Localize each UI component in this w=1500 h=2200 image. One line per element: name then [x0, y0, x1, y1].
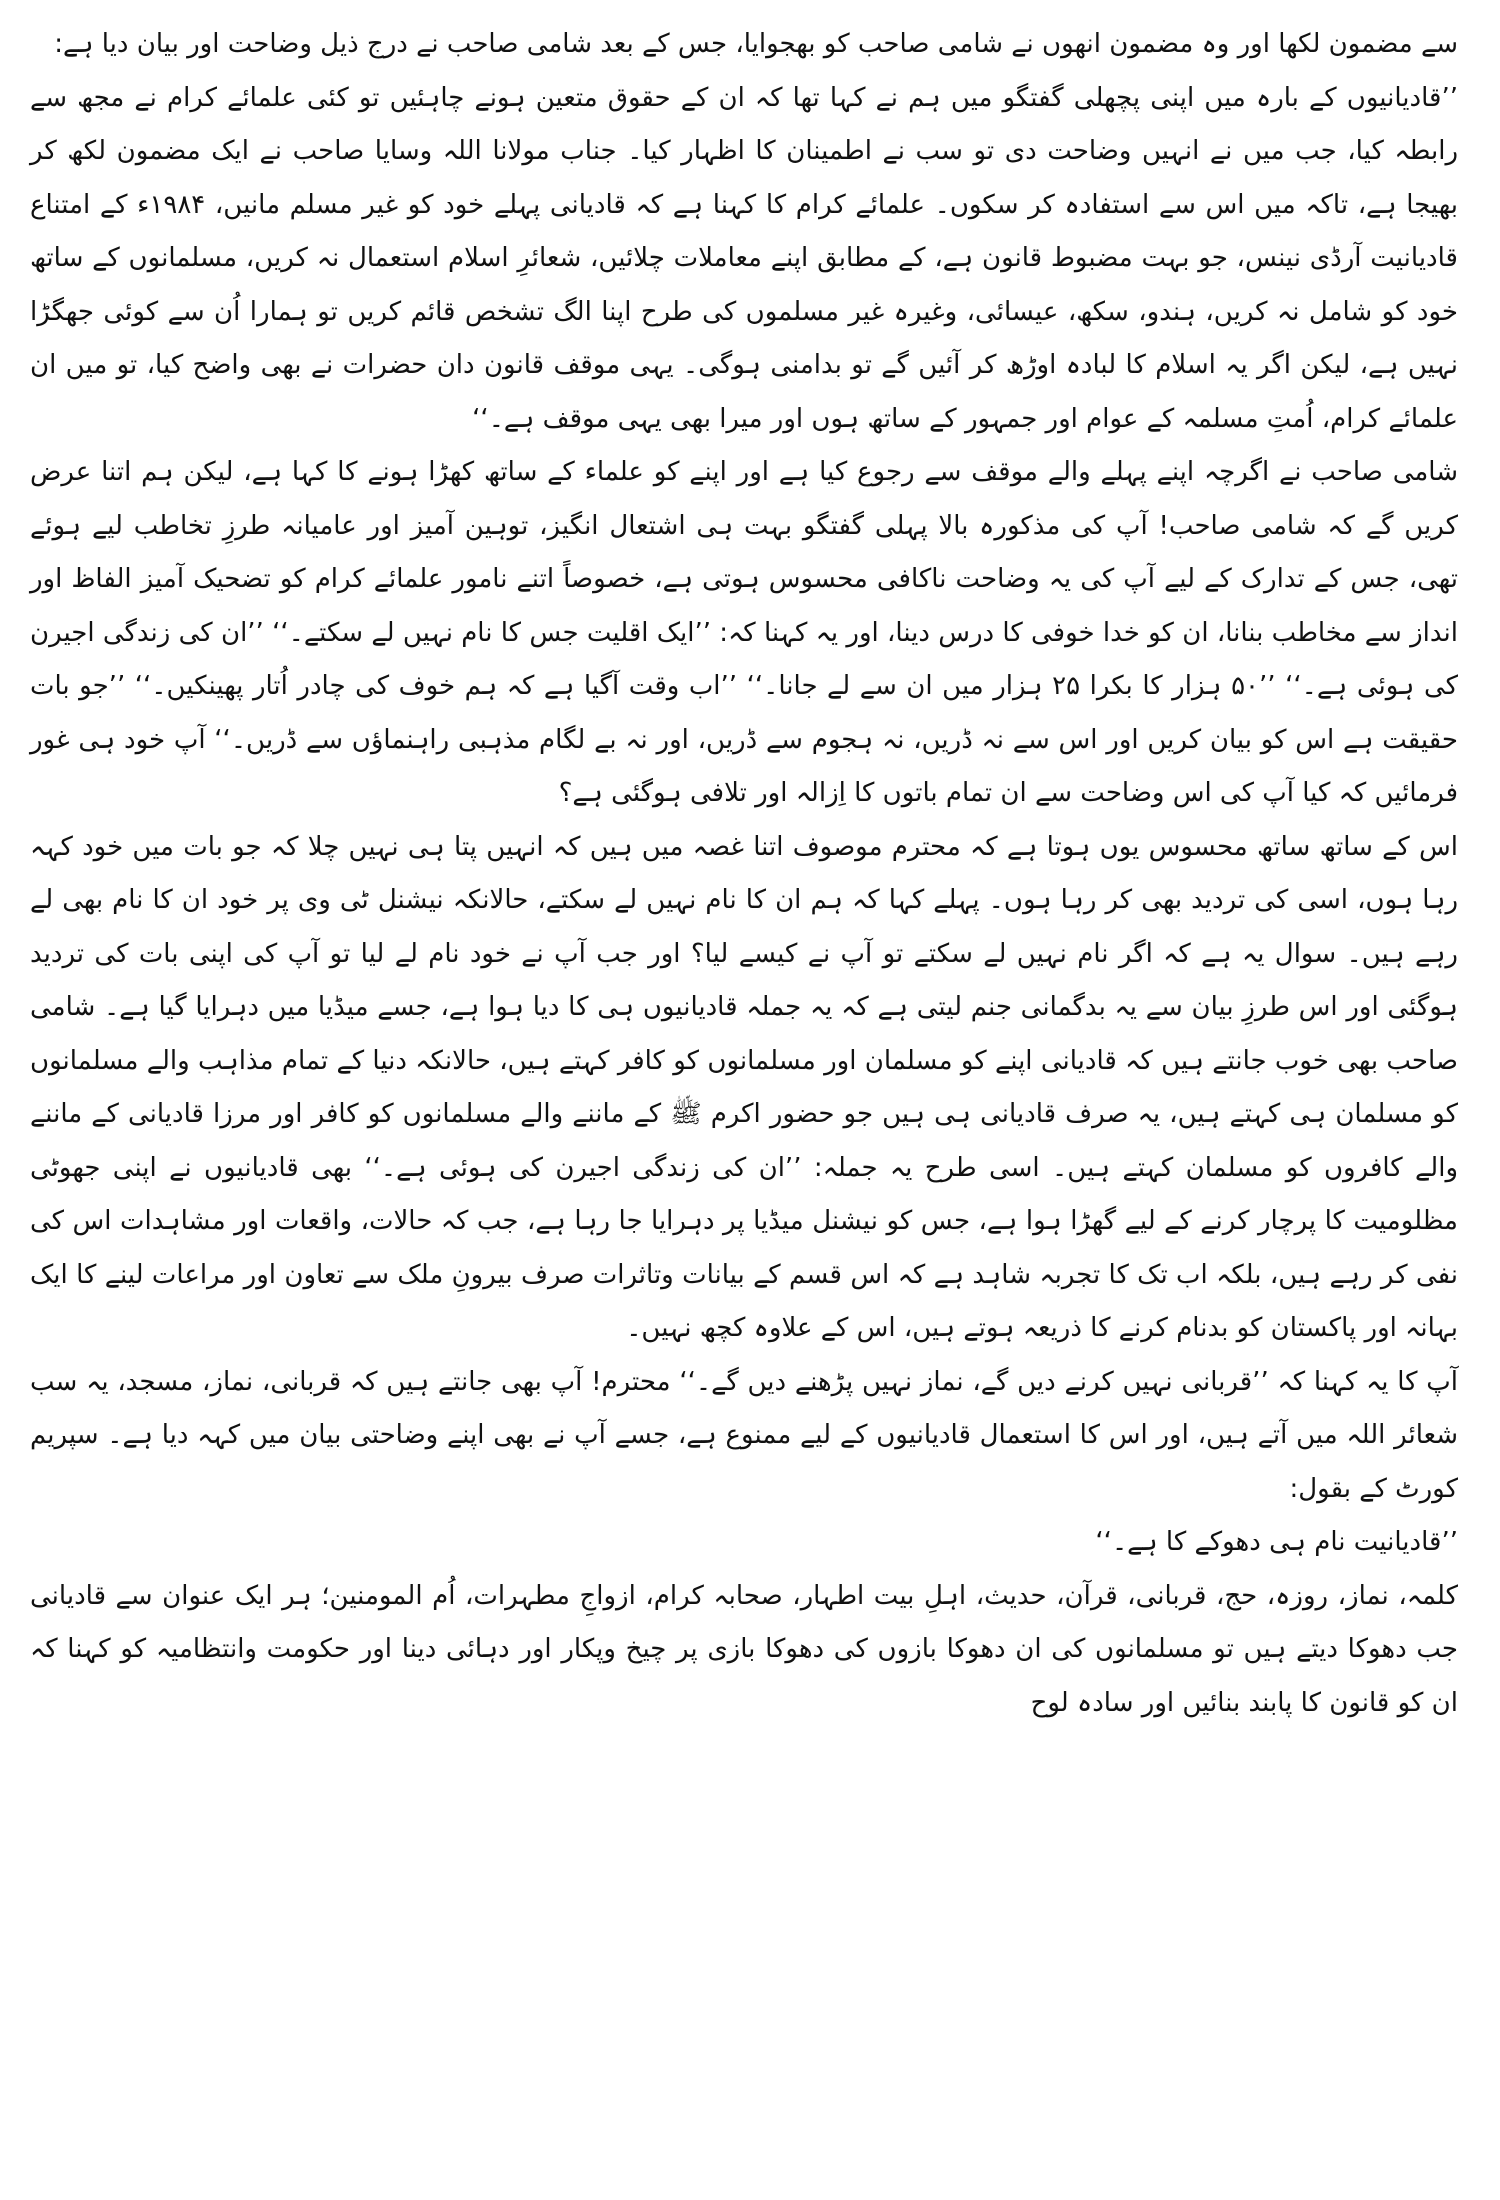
supreme-court-quote: ’’قادیانیت نام ہی دھوکے کا ہے۔‘‘ [1095, 1527, 1458, 1557]
closing-paragraph: کلمہ، نماز، روزہ، حج، قربانی، قرآن، حدیث، اہلِ بیت اطہار، صحابہ کرام، ازواجِ مطہرات، اُم المومنین؛ ہر ایک عنوان سے قادیانی جب دھوکا دیتے ہیں تو مسلمانوں کی ان دھوکا بازوں کی دھوکا بازی پر چیخ وپکار اور دہائی دینا اور حکومت وانتظامیہ کو کہنا کہ ان کو قانون کا پابند بنائیں اور سادہ لوح [30, 1580, 1458, 1718]
opening-paragraph: سے مضمون لکھا اور وہ مضمون انھوں نے شامی صاحب کو بھجوایا، جس کے بعد شامی صاحب نے درج ذیل وضاحت اور بیان دیا ہے: [54, 29, 1458, 59]
response-paragraph-1: شامی صاحب نے اگرچہ اپنے پہلے والے موقف سے رجوع کیا ہے اور اپنے کو علماء کے ساتھ کھڑا ہونے کا کہا ہے، لیکن ہم اتنا عرض کریں گے کہ شامی صاحب! آپ کی مذکورہ بالا پہلی گفتگو بہت ہی اشتعال انگیز، توہین آمیز اور عامیانہ طرزِ تخاطب لیے ہوئے تھی، جس کے تدارک کے لیے آپ کی یہ وضاحت ناکافی محسوس ہوتی ہے، خصوصاً اتنے نامور علمائے کرام کو تضحیک آمیز الفاظ اور انداز سے مخاطب بنانا، ان کو خدا خوفی کا درس دینا، اور یہ کہنا کہ: ’’ایک اقلیت جس کا نام نہیں لے سکتے۔‘‘ ’’ان کی زندگی اجیرن کی ہوئی ہے۔‘‘ ’’۵۰ ہزار کا بکرا ۲۵ ہزار میں ان سے لے جانا۔‘‘ ’’اب وقت آگیا ہے کہ ہم خوف کی چادر اُتار پھینکیں۔‘‘ ’’جو بات حقیقت ہے اس کو بیان کریں اور اس سے نہ ڈریں، نہ ہجوم سے ڈریں، اور نہ بے لگام مذہبی راہنماؤں سے ڈریں۔‘‘ آپ خود ہی غور فرمائیں کہ کیا آپ کی اس وضاحت سے ان تمام باتوں کا اِزالہ اور تلافی ہوگئی ہے؟ [30, 457, 1458, 808]
response-paragraph-3: آپ کا یہ کہنا کہ ’’قربانی نہیں کرنے دیں گے، نماز نہیں پڑھنے دیں گے۔‘‘ محترم! آپ بھی جانتے ہیں کہ قربانی، نماز، مسجد، یہ سب شعائر اللہ میں آتے ہیں، اور اس کا استعمال قادیانیوں کے لیے ممنوع ہے، جسے آپ نے بھی اپنے وضاحتی بیان میں کہہ دیا ہے۔ سپریم کورٹ کے بقول: [30, 1366, 1458, 1504]
shami-statement-quote: ’’قادیانیوں کے بارہ میں اپنی پچھلی گفتگو میں ہم نے کہا تھا کہ ان کے حقوق متعین ہونے چاہئیں تو کئی علمائے کرام نے مجھ سے رابطہ کیا، جب میں نے انہیں وضاحت دی تو سب نے اطمینان کا اظہار کیا۔ جناب مولانا اللہ وسایا صاحب نے ایک مضمون لکھ کر بھیجا ہے، تاکہ میں اس سے استفادہ کر سکوں۔ علمائے کرام کا کہنا ہے کہ قادیانی پہلے خود کو غیر مسلم مانیں، ۱۹۸۴ء کے امتناع قادیانیت آرڈی نینس، جو بہت مضبوط قانون ہے، کے مطابق اپنے معاملات چلائیں، شعائرِ اسلام استعمال نہ کریں، مسلمانوں کے ساتھ خود کو شامل نہ کریں، ہندو، سکھ، عیسائی، وغیرہ غیر مسلموں کی طرح اپنا الگ تشخص قائم کریں تو ہمارا اُن سے کوئی جھگڑا نہیں ہے، لیکن اگر یہ اسلام کا لبادہ اوڑھ کر آئیں گے تو بدامنی ہوگی۔ یہی موقف قانون دان حضرات نے بھی واضح کیا، تو میں ان علمائے کرام، اُمتِ مسلمہ کے عوام اور جمہور کے ساتھ ہوں اور میرا بھی یہی موقف ہے۔‘‘ [30, 82, 1458, 434]
response-paragraph-2: اس کے ساتھ ساتھ محسوس یوں ہوتا ہے کہ محترم موصوف اتنا غصہ میں ہیں کہ انہیں پتا ہی نہیں چلا کہ جو بات میں خود کہہ رہا ہوں، اسی کی تردید بھی کر رہا ہوں۔ پہلے کہا کہ ہم ان کا نام نہیں لے سکتے، حالانکہ نیشنل ٹی وی پر خود ان کا نام بھی لے رہے ہیں۔ سوال یہ ہے کہ اگر نام نہیں لے سکتے تو آپ نے کیسے لیا؟ اور جب آپ نے خود نام لے لیا تو آپ کی اپنی بات کی تردید ہوگئی اور اس طرزِ بیان سے یہ بدگمانی جنم لیتی ہے کہ یہ جملہ قادیانیوں ہی کا دیا ہوا ہے، جسے میڈیا میں دہرایا گیا ہے۔ شامی صاحب بھی خوب جانتے ہیں کہ قادیانی اپنے کو مسلمان اور مسلمانوں کو کافر کہتے ہیں، حالانکہ دنیا کے تمام مذاہب والے مسلمانوں کو مسلمان ہی کہتے ہیں، یہ صرف قادیانی ہی ہیں جو حضور اکرم ﷺ کے ماننے والے مسلمانوں کو کافر اور مرزا قادیانی کے ماننے والے کافروں کو مسلمان کہتے ہیں۔ اسی طرح یہ جملہ: ’’ان کی زندگی اجیرن کی ہوئی ہے۔‘‘ بھی قادیانیوں نے اپنی جھوٹی مظلومیت کا پرچار کرنے کے لیے گھڑا ہوا ہے، جس کو نیشنل میڈیا پر دہرایا جا رہا ہے، جب کہ حالات، واقعات اور مشاہدات اس کی نفی کر رہے ہیں، بلکہ اب تک کا تجربہ شاہد ہے کہ اس قسم کے بیانات وتاثرات صرف بیرونِ ملک سے تعاون اور مراعات لینے کا ایک بہانہ اور پاکستان کو بدنام کرنے کا ذریعہ ہوتے ہیں، اس کے علاوہ کچھ نہیں۔ [30, 831, 1458, 1343]
article-body [30, 18, 1458, 1730]
